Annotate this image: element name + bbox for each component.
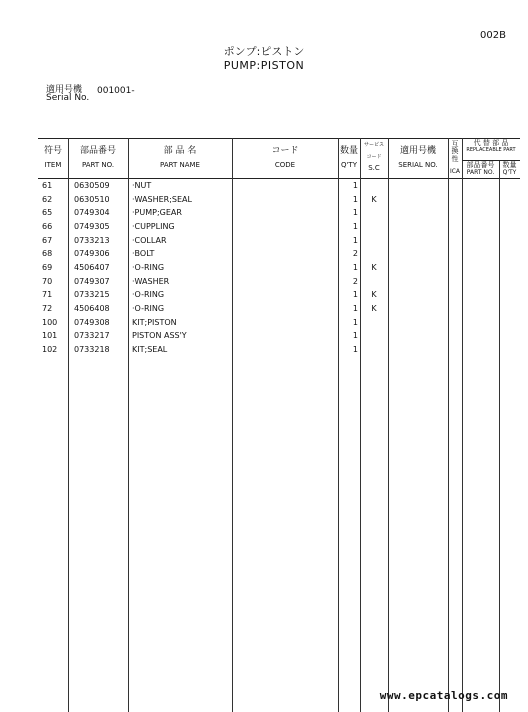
header-qty-jp: 数量 <box>339 146 358 156</box>
page-title-jp: ポンプ:ピストン <box>223 45 305 58</box>
cell-qty: 1 <box>352 331 358 341</box>
header-serialno: SERIAL NO. <box>398 161 438 169</box>
cell-item: 65 <box>42 208 53 218</box>
cell-part-name: ·NUT <box>132 181 152 190</box>
cell-qty: 2 <box>352 276 358 286</box>
cell-item: 67 <box>42 235 53 245</box>
header-ica: ICA <box>449 168 461 175</box>
header-replace: REPLACEABLE PART <box>466 147 516 153</box>
cell-part-no: 0749305 <box>74 221 110 231</box>
cell-item: 61 <box>42 181 53 190</box>
cell-part-name: ·COLLAR <box>132 235 167 245</box>
cell-part-no: 4506407 <box>74 262 110 272</box>
cell-part-name: ·WASHER;SEAL <box>132 194 192 204</box>
header-name: PART NAME <box>160 161 200 169</box>
header-replace-jp: 代 替 部 品 <box>473 139 509 147</box>
serial-label: Serial No. <box>46 93 90 103</box>
col-rule <box>68 138 69 712</box>
header-ica-jp: 互換性 <box>451 140 459 163</box>
col-rule <box>388 138 389 712</box>
cell-item: 70 <box>42 276 53 286</box>
cell-item: 100 <box>42 317 58 327</box>
header-serialno-jp: 適用号機 <box>399 146 436 156</box>
cell-part-name: KIT;PISTON <box>132 317 177 327</box>
cell-item: 66 <box>42 221 53 231</box>
cell-part-no: 0749306 <box>74 249 110 259</box>
cell-qty: 1 <box>352 317 358 327</box>
cell-sc: K <box>371 290 377 300</box>
header-code: CODE <box>274 161 296 169</box>
header-sc: S.C <box>368 164 380 172</box>
cell-qty: 1 <box>352 208 358 218</box>
col-rule <box>232 138 233 712</box>
cell-part-no: 0749308 <box>74 317 110 327</box>
header-partno-jp: 部品番号 <box>79 146 116 156</box>
cell-sc: K <box>371 194 377 204</box>
header-partno: PART NO. <box>81 161 115 169</box>
col-rule <box>499 160 500 712</box>
cell-item: 69 <box>42 262 53 272</box>
cell-part-no: 0733215 <box>74 290 110 300</box>
cell-part-no: 0630509 <box>74 181 110 190</box>
cell-part-no: 4506408 <box>74 303 110 313</box>
cell-qty: 1 <box>352 290 358 300</box>
header-code-jp: コード <box>271 146 299 156</box>
cell-part-no: 0749304 <box>74 208 110 218</box>
cell-qty: 1 <box>352 181 358 190</box>
cell-part-name: PISTON ASS'Y <box>132 331 187 341</box>
cell-item: 102 <box>42 344 58 354</box>
watermark: www.epcatalogs.com <box>379 689 508 702</box>
header-rep-partno-jp: 部品番号 <box>466 161 495 169</box>
header-sc-jp-bottom: コード <box>366 154 382 160</box>
header-name-jp: 部 品 名 <box>163 146 197 156</box>
cell-part-name: ·PUMP;GEAR <box>132 208 182 218</box>
col-rule <box>128 138 129 712</box>
cell-item: 101 <box>42 331 58 341</box>
cell-part-no: 0733218 <box>74 344 110 354</box>
cell-part-no: 0733213 <box>74 235 110 245</box>
page-code: 002B <box>480 30 506 41</box>
cell-part-name: ·O-RING <box>132 303 165 313</box>
header-item: ITEM <box>44 161 62 169</box>
cell-part-name: ·BOLT <box>132 249 155 259</box>
cell-qty: 1 <box>352 303 358 313</box>
cell-qty: 1 <box>352 262 358 272</box>
cell-part-no: 0749307 <box>74 276 110 286</box>
col-rule <box>462 138 463 712</box>
cell-part-name: ·CUPPLING <box>132 221 175 231</box>
cell-qty: 1 <box>352 221 358 231</box>
col-rule <box>360 138 361 712</box>
cell-item: 72 <box>42 303 53 313</box>
cell-part-no: 0630510 <box>74 194 110 204</box>
col-rule <box>448 138 449 712</box>
header-rep-qty: Q'TY <box>502 169 517 176</box>
cell-part-name: ·WASHER <box>132 276 170 286</box>
header-rep-partno: PART NO. <box>466 169 495 176</box>
cell-sc: K <box>371 262 377 272</box>
cell-sc: K <box>371 303 377 313</box>
cell-item: 62 <box>42 194 53 204</box>
cell-item: 71 <box>42 290 53 300</box>
cell-part-name: KIT;SEAL <box>132 344 168 354</box>
cell-qty: 2 <box>352 249 358 259</box>
cell-qty: 1 <box>352 235 358 245</box>
header-sc-jp-top: サービス <box>363 142 384 148</box>
page-title: PUMP:PISTON <box>223 59 305 72</box>
cell-part-name: ·O-RING <box>132 262 165 272</box>
cell-part-name: ·O-RING <box>132 290 165 300</box>
cell-part-no: 0733217 <box>74 331 110 341</box>
parts-table <box>38 138 520 712</box>
cell-qty: 1 <box>352 344 358 354</box>
cell-qty: 1 <box>352 194 358 204</box>
header-rep-qty-jp: 数量 <box>502 161 517 169</box>
cell-item: 68 <box>42 249 53 259</box>
serial-label-jp: 適用号機 <box>46 85 83 95</box>
header-item-jp: 符号 <box>43 146 62 156</box>
serial-value: 001001- <box>97 86 135 96</box>
header-qty: Q'TY <box>341 161 357 169</box>
